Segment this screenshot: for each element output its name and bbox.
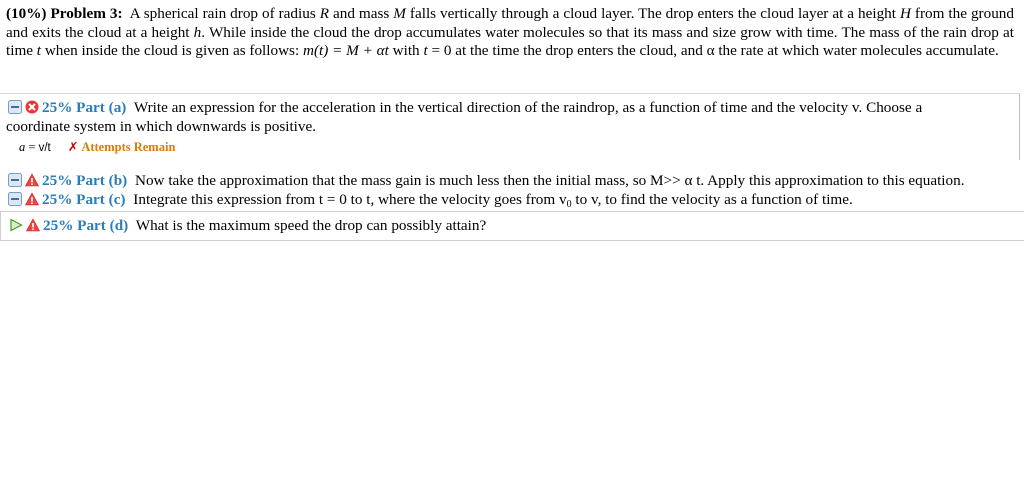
var-t: t: [36, 42, 42, 59]
part-b-percent: 25%: [42, 172, 73, 189]
problem-text-6: from the ground and exits the cloud at a height: [6, 5, 1014, 41]
part-c-text-after: to v, to find the velocity as a function of time.: [571, 191, 853, 208]
part-a-percent: 25%: [42, 99, 73, 116]
part-b-row: [8, 172, 965, 190]
part-b-text: Now take the approximation that the mass gain is much less then the initial mass, so M>> α t. Apply this approximation to this equation.: [135, 172, 965, 189]
expand-icon[interactable]: [8, 192, 22, 206]
warning-icon: [25, 173, 39, 187]
warning-icon: [26, 218, 40, 232]
part-a-text: Write an expression for the acceleration in the vertical direction of the raindrop, as a function of time and the velocity v. Choose a: [133, 99, 923, 116]
part-c-row: [8, 191, 853, 209]
attempts-status: [68, 140, 176, 154]
problem-text-8: . While inside the cloud the drop accumulates water molecules so that its mass and size grow with time. The mass of the rain drop at time: [6, 23, 1014, 59]
attempts-text: Attempts Remain: [81, 140, 176, 154]
part-d-label[interactable]: Part (d): [77, 217, 129, 234]
collapse-icon[interactable]: [8, 100, 22, 114]
problem-text-14: = 0 at the time the drop enters the cloud, and α the rate at which water molecules accumulate.: [427, 42, 999, 59]
problem-statement: [6, 5, 1014, 61]
part-c-percent: 25%: [42, 191, 73, 208]
part-b-label[interactable]: Part (b): [76, 172, 128, 189]
answer-equals: =: [25, 140, 39, 154]
answer-variable: a: [19, 140, 26, 154]
part-a-text-cont: coordinate system in which downwards is positive.: [6, 118, 317, 135]
answer-value: v/t: [38, 142, 51, 154]
part-d-panel: [0, 211, 1024, 241]
part-a-answer-row: [19, 139, 175, 156]
incorrect-icon: [25, 100, 39, 114]
var-H: H: [899, 5, 911, 22]
var-R: R: [319, 5, 330, 22]
part-c-text-before: Integrate this expression from t = 0 to t, where the velocity goes from v: [133, 191, 567, 208]
mass-equation: m(t) = M + αt: [302, 42, 389, 59]
var-M: M: [393, 5, 406, 22]
play-arrow-icon[interactable]: [9, 218, 23, 232]
problem-text-12: with: [388, 42, 424, 59]
problem-header: (10%) Problem 3:: [6, 5, 123, 22]
var-h: h: [193, 23, 202, 41]
problem-text-0: A spherical rain drop of radius: [129, 5, 320, 22]
part-a-panel: [0, 93, 1020, 160]
submitted-answer: [19, 140, 51, 154]
problem-text-2: and mass: [329, 5, 394, 22]
expand-icon[interactable]: [8, 173, 22, 187]
warning-icon: [25, 192, 39, 206]
problem-text-10: when inside the cloud is given as follows:: [41, 42, 303, 59]
part-d-text: What is the maximum speed the drop can possibly attain?: [135, 217, 487, 234]
part-d-row: [9, 217, 486, 235]
wrong-mark-icon: ✗: [67, 139, 79, 154]
problem-text-4: falls vertically through a cloud layer. The drop enters the cloud layer at a height: [405, 5, 900, 22]
part-c-text: [133, 191, 852, 208]
part-c-subscript: 0: [566, 199, 572, 210]
part-c-label[interactable]: Part (c): [76, 191, 126, 208]
var-t2: t: [423, 42, 428, 59]
part-a-label[interactable]: Part (a): [76, 99, 127, 116]
part-a-header: [8, 99, 922, 117]
part-d-percent: 25%: [43, 217, 74, 234]
